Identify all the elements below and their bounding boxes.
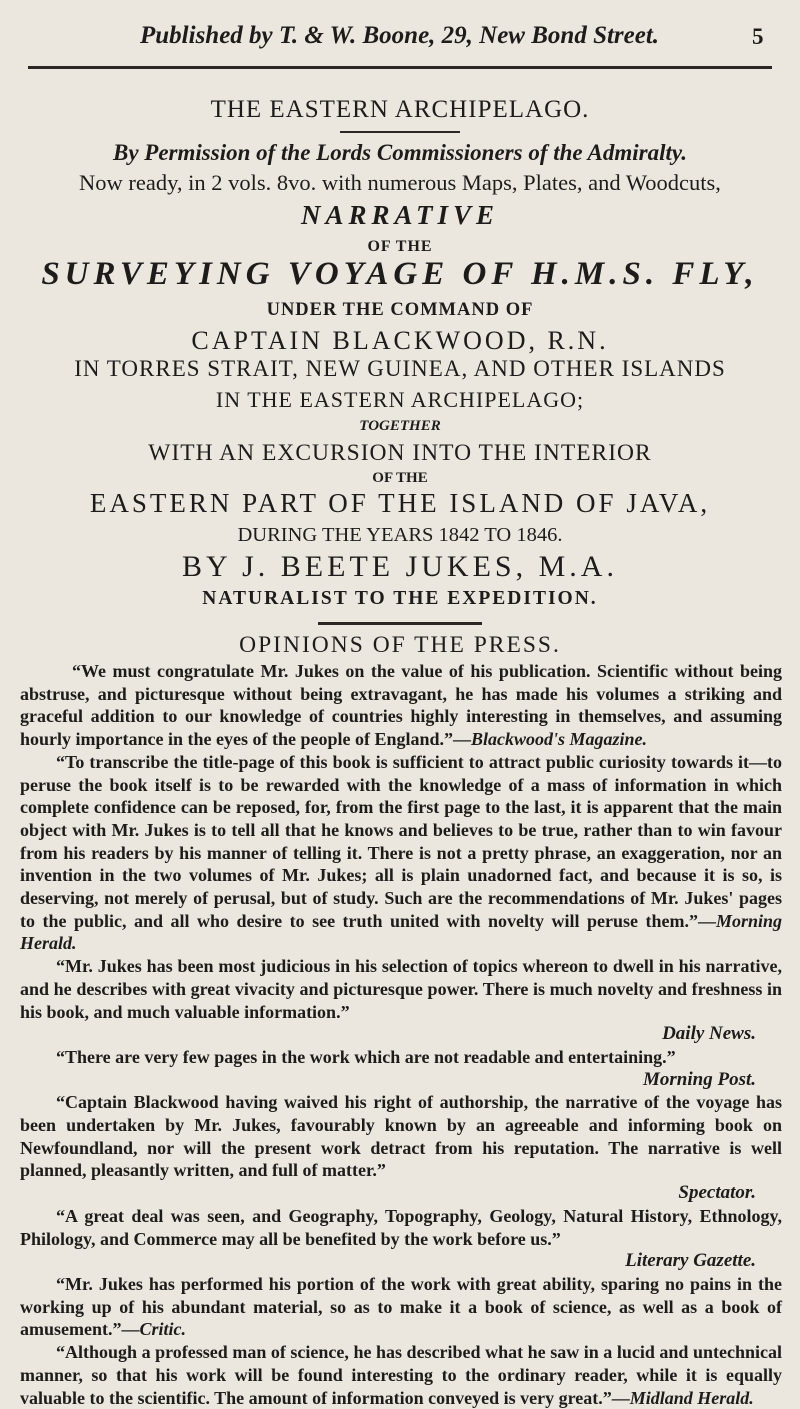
review-source: Blackwood's Magazine. <box>471 729 648 750</box>
publisher-line: Published by T. & W. Boone, 29, New Bond Street. <box>140 22 660 49</box>
book-title: THE EASTERN ARCHIPELAGO. <box>210 96 590 123</box>
review-source: Morning Post. <box>643 1068 756 1090</box>
captain-line: CAPTAIN BLACKWOOD, R.N. <box>191 326 609 355</box>
review-text: “Mr. Jukes has performed his portion of the work with great ability, sparing no pains in the working up of his abundant material, so as to make it a book of science, as well as a book of amusement.”— <box>20 1273 782 1340</box>
header-divider <box>28 66 772 69</box>
review-blackwoods <box>20 660 782 751</box>
review-text: “To transcribe the title-page of this book is sufficient to attract public curiosity towards it—to peruse the book itself is to be rewarded with the knowledge of a mass of information in which complete confidence can be reposed, for, from the first page to the last, it is apparent that the main object with Mr. Jukes is to tell all that he knows and believes to be true, rather than to win favour from his readers by his manner of telling it. There is not a pretty phrase, an exaggeration, nor an invention in the two volumes of Mr. Jukes; all is plain unadorned fact, and because it is so, is deserving, not merely of perusal, but of study. Such are the recommendations of Mr. Jukes' pages to the public, and all who desire to see truth united with novelty will peruse them.”— <box>20 751 782 931</box>
excursion-line: WITH AN EXCURSION INTO THE INTERIOR <box>148 440 652 466</box>
review-source: Critic. <box>139 1319 187 1340</box>
review-midland-herald <box>20 1341 782 1409</box>
voyage-heading: SURVEYING VOYAGE OF H.M.S. FLY, <box>41 256 759 292</box>
together-line: TOGETHER <box>359 418 441 434</box>
opinions-divider <box>318 622 482 625</box>
review-text: “We must congratulate Mr. Jukes on the value of his publication. Scientific without being abstruse, and picturesque without being extravagant, he has made his volumes a striking and graceful addition to our knowledge of countries highly interesting in themselves, and assuming hourly importance in the eyes of the people of England.”— <box>20 661 782 750</box>
review-morning-post <box>20 1046 782 1091</box>
command-line: UNDER THE COMMAND OF <box>266 300 534 320</box>
review-text: “A great deal was seen, and Geography, Topography, Geology, Natural History, Ethnology, Philology, and Commerce may all be benefited by the work before us.” <box>20 1205 782 1249</box>
archipelago-line: IN THE EASTERN ARCHIPELAGO; <box>215 387 585 412</box>
review-source: Morning Herald. <box>20 910 782 954</box>
permission-line: By Permission of the Lords Commissioners of the Admiralty. <box>113 140 687 165</box>
java-line: EASTERN PART OF THE ISLAND OF JAVA, <box>89 488 711 518</box>
review-source: Midland Herald. <box>629 1387 754 1408</box>
review-text: “Mr. Jukes has been most judicious in his selection of topics whereon to dwell in his narrative, and he describes with great vivacity and picturesque power. There is much novelty and freshness in his book, and much valuable information.” <box>20 956 782 1022</box>
review-spectator <box>20 1091 782 1205</box>
review-text: “Captain Blackwood having waived his right of authorship, the narrative of the voyage has been undertaken by Mr. Jukes, favourably known by an agreeable and informing book on Newfoundland, nor will the present work detract from his reputation. The narrative is well planned, pleasantly written, and full of matter.” <box>20 1092 782 1181</box>
review-source: Spectator. <box>678 1182 756 1204</box>
title-divider <box>340 131 460 133</box>
press-reviews <box>20 660 782 1409</box>
review-daily-news <box>20 955 782 1046</box>
availability-line: Now ready, in 2 vols. 8vo. with numerous Maps, Plates, and Woodcuts, <box>79 170 721 195</box>
review-source: Daily News. <box>662 1023 756 1045</box>
review-critic <box>20 1273 782 1341</box>
of-the-line-2: OF THE <box>372 470 428 486</box>
review-morning-herald <box>20 751 782 955</box>
opinions-heading: OPINIONS OF THE PRESS. <box>239 632 561 658</box>
years-line: DURING THE YEARS 1842 TO 1846. <box>237 524 563 546</box>
page-number: 5 <box>752 24 764 49</box>
torres-line: IN TORRES STRAIT, NEW GUINEA, AND OTHER ISLANDS <box>74 356 726 381</box>
author-line: BY J. BEETE JUKES, M.A. <box>182 550 618 583</box>
naturalist-line: NATURALIST TO THE EXPEDITION. <box>202 588 598 609</box>
narrative-heading: NARRATIVE <box>300 200 500 230</box>
review-literary-gazette <box>20 1205 782 1273</box>
review-text: “There are very few pages in the work which are not readable and entertaining.” <box>56 1046 676 1067</box>
of-the-line: OF THE <box>367 238 433 255</box>
review-text: “Although a professed man of science, he has described what he saw in a lucid and untechnical manner, so that his work will be found interesting to the ordinary reader, while it is equally valuable to the scientific. The amount of information conveyed is very great.”— <box>20 1342 782 1408</box>
review-source: Literary Gazette. <box>625 1250 756 1272</box>
